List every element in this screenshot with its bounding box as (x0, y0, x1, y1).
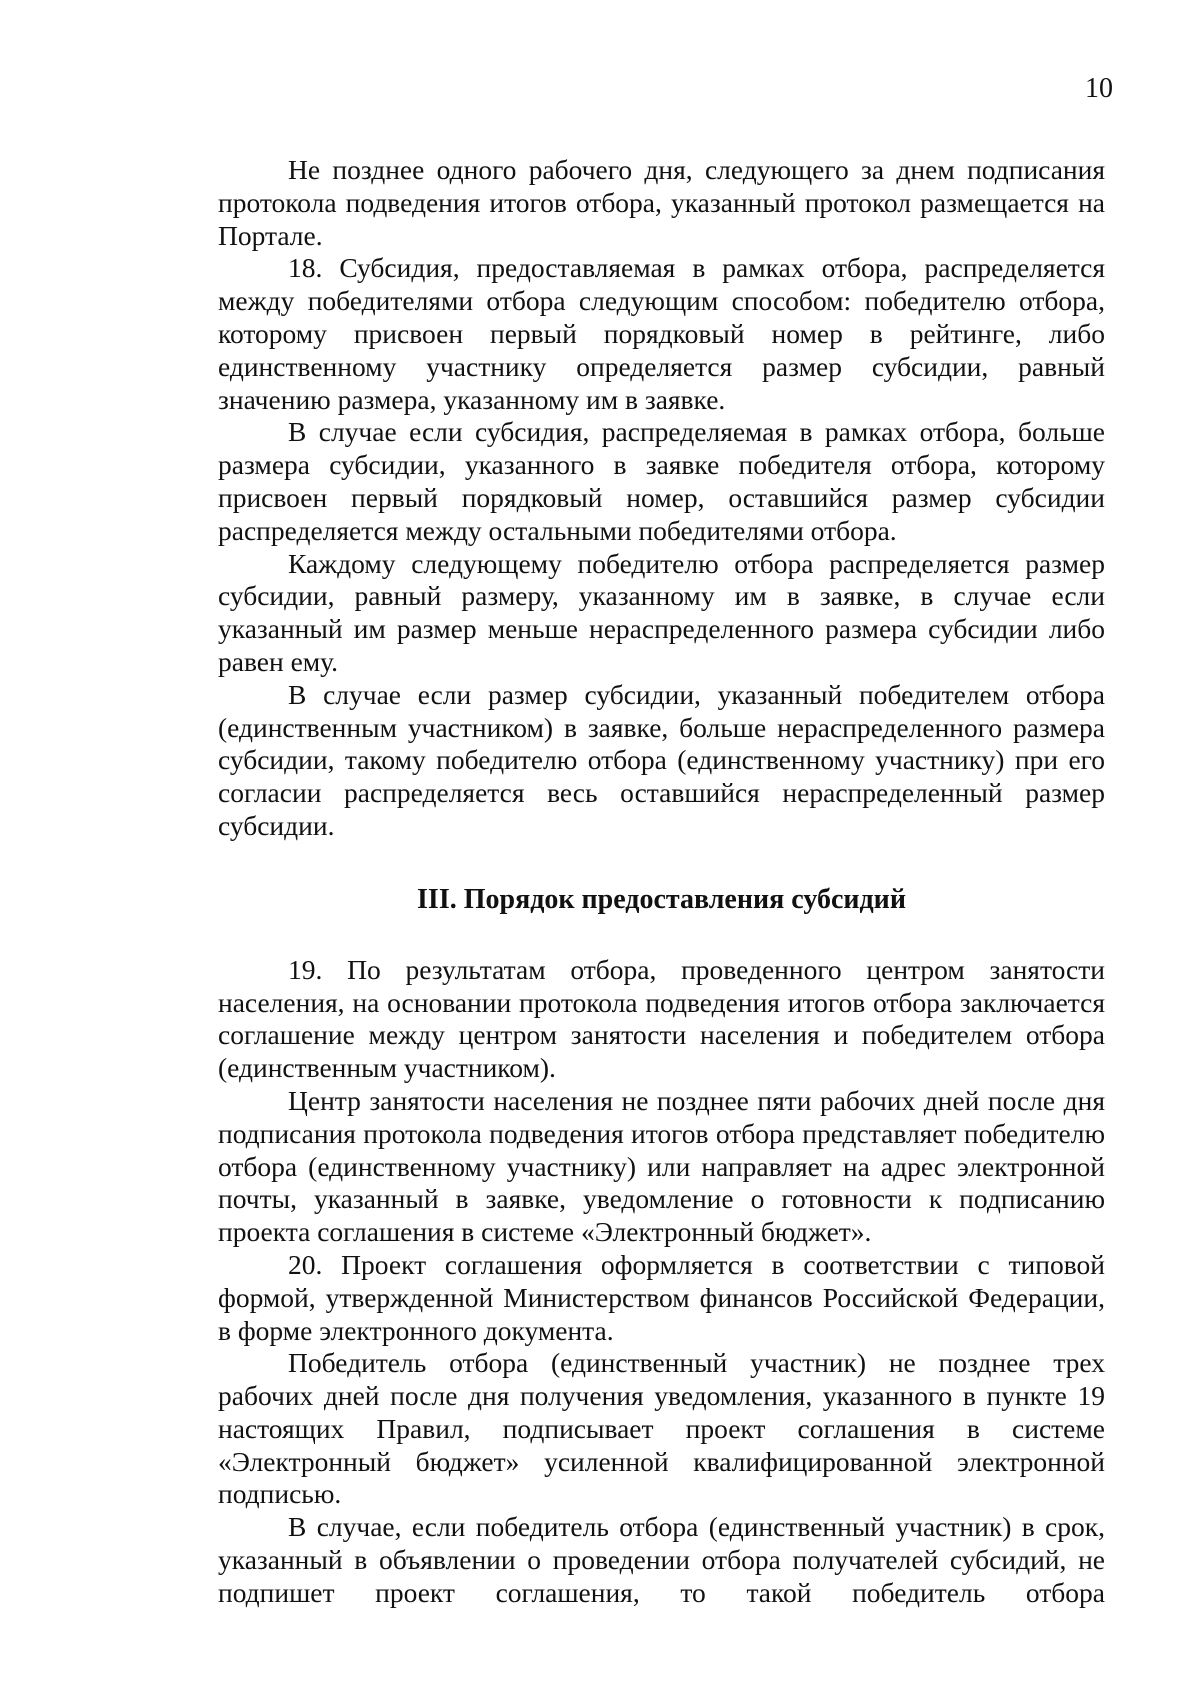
paragraph-item-18: 18. Субсидия, предоставляемая в рамках отбора, распределяется между победителями отбора следующим способом: победителю отбора, которому присвоен первый порядковый номер в рейтинге, либо единственному участнику определяется размер субсидии, равный значению размера, указанному им в заявке. (218, 252, 1105, 415)
paragraph-portal-publication: Не позднее одного рабочего дня, следующего за днем подписания протокола подведения итогов отбора, указанный протокол размещается на Портале. (218, 154, 1105, 251)
paragraph-employment-center-notice: Центр занятости населения не позднее пяти рабочих дней после дня подписания протокола подведения итогов отбора представляет победителю отбора (единственному участнику) или направляет на адрес электронной почты, указанный в заявке, уведомление о готовности к подписанию проекта соглашения в системе «Электронный бюджет». (218, 1084, 1105, 1248)
paragraph-item-20: 20. Проект соглашения оформляется в соответствии с типовой формой, утвержденной Министерством финансов Российской Федерации, в форме электронного документа. (218, 1248, 1105, 1346)
paragraph-signing-deadline: Победитель отбора (единственный участник) не позднее трех рабочих дней после дня получения уведомления, указанного в пункте 19 настоящих Правил, подписывает проект соглашения в системе «Электронный бюджет» усиленной квалифицированной электронной подписью. (218, 1347, 1105, 1510)
paragraph-exceeding-request: В случае если размер субсидии, указанный победителем отбора (единственным участником) в заявке, больше нераспределенного размера субсидии, такому победителю отбора (единственному участнику) при его согласии распределяется весь оставшийся нераспределенный размер субсидии. (218, 678, 1105, 841)
paragraph-failure-to-sign: В случае, если победитель отбора (единственный участник) в срок, указанный в объявлении о проведении отбора получателей субсидий, не подпишет проект соглашения, то такой победитель отбора (218, 1511, 1105, 1608)
document-body (218, 154, 1105, 1610)
paragraph-next-winner: Каждому следующему победителю отбора распределяется размер субсидии, равный размеру, указанному им в заявке, в случае если указанный им размер меньше нераспределенного размера субсидии либо равен ему. (218, 547, 1105, 677)
paragraph-item-19: 19. По результатам отбора, проведенного центром занятости населения, на основании протокола подведения итогов отбора заключается соглашение между центром занятости населения и победителем отбора (единственным участником). (218, 953, 1105, 1084)
section-heading: III. Порядок предоставления субсидий (417, 883, 906, 915)
page-number: 10 (1085, 73, 1113, 104)
paragraph-remaining-subsidy: В случае если субсидия, распределяемая в рамках отбора, больше размера субсидии, указанного в заявке победителя отбора, которому присвоен первый порядковый номер, оставшийся размер субсидии распределяется между остальными победителями отбора. (218, 416, 1105, 546)
